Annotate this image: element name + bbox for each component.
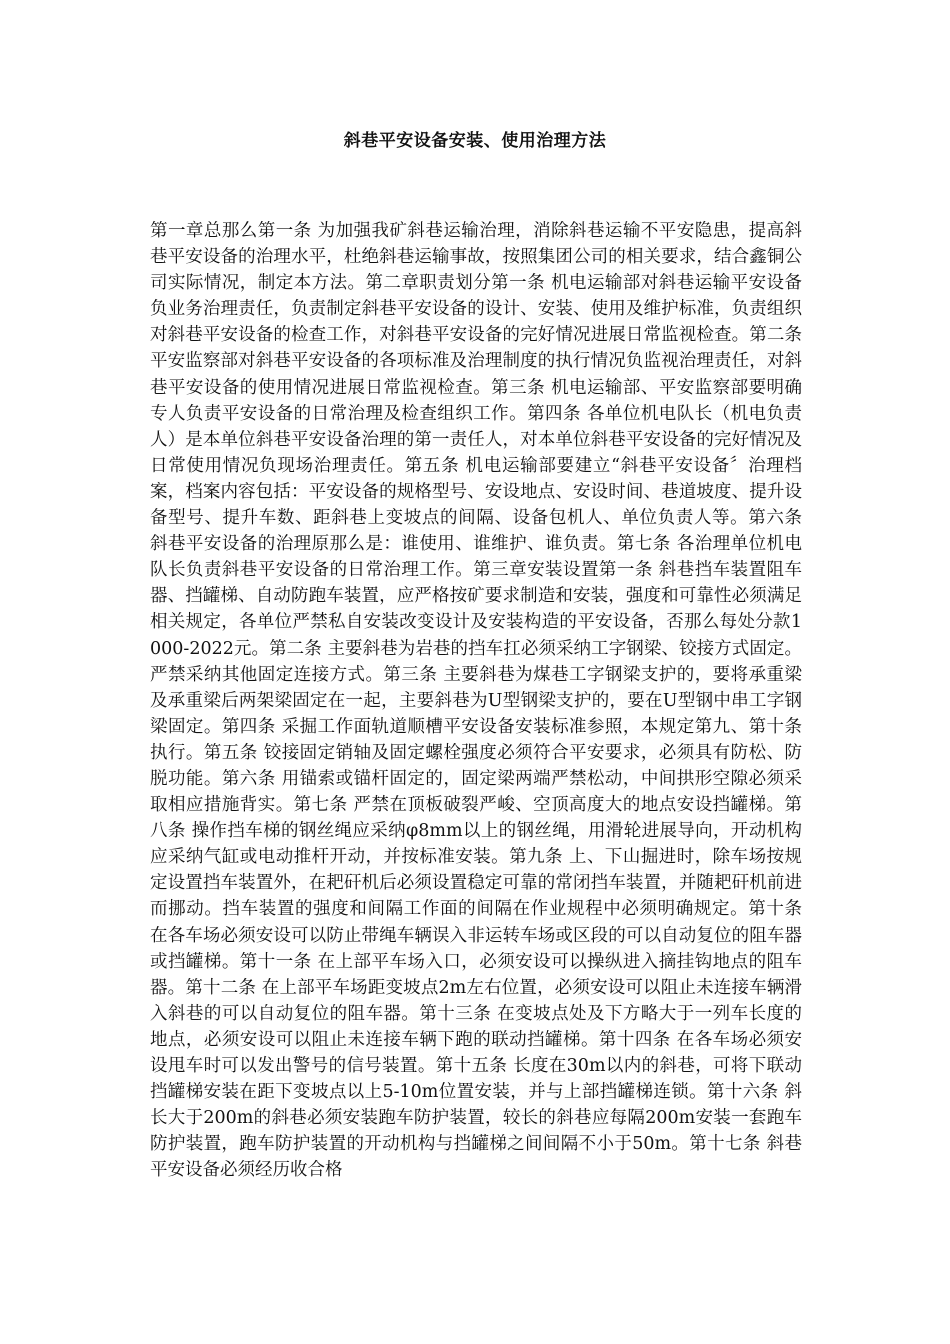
document-title: 斜巷平安设备安装、使用治理方法: [343, 131, 607, 151]
document-body-text: 第一章总那么第一条 为加强我矿斜巷运输治理，消除斜巷运输不平安隐患，提高斜巷平安设备的治理水平，杜绝斜巷运输事故，按照集团公司的相关要求，结合鑫铜公司实际情况，制定本方法。第二章职责划分第一条 机电运输部对斜巷运输平安设备负业务治理责任，负责制定斜巷平安设备的设计、安装、使用及维护标准，负责组织对斜巷平安设备的检查工作，对斜巷平安设备的完好情况进展日常监视检查。第二条 平安监察部对斜巷平安设备的各项标准及治理制度的执行情况负监视治理责任，对斜巷平安设备的使用情况进展日常监视检查。第三条 机电运输部、平安监察部要明确专人负责平安设备的日常治理及检查组织工作。第四条 各单位机电队长（机电负责人）是本单位斜巷平安设备治理的第一责任人，对本单位斜巷平安设备的完好情况及日常使用情况负现场治理责任。第五条 机电运输部要建立“斜巷平安设备〞治理档案，档案内容包括：平安设备的规格型号、安设地点、安设时间、巷道坡度、提升设备型号、提升车数、距斜巷上变坡点的间隔、设备包机人、单位负责人等。第六条 斜巷平安设备的治理原那么是：谁使用、谁维护、谁负责。第七条 各治理单位机电队长负责斜巷平安设备的日常治理工作。第三章安装设置第一条 斜巷挡车装置阻车器、挡罐梯、自动防跑车装置，应严格按矿要求制造和安装，强度和可靠性必须满足相关规定，各单位严禁私自安装改变设计及安装构造的平安设备，否那么每处分款1000-2022元。第二条 主要斜巷为岩巷的挡车扛必须采纳工字钢梁、铰接方式固定。严禁采纳其他固定连接方式。第三条 主要斜巷为煤巷工字钢梁支护的，要将承重梁及承重梁后两架梁固定在一起，主要斜巷为U型钢梁支护的，要在U型钢中串工字钢梁固定。第四条 采掘工作面轨道顺槽平安设备安装标准参照，本规定第九、第十条执行。第五条 铰接固定销轴及固定螺栓强度必须符合平安要求，必须具有防松、防脱功能。第六条 用锚索或锚杆固定的，固定梁两端严禁松动，中间拱形空隙必须采取相应措施背实。第七条 严禁在顶板破裂严峻、空顶高度大的地点安设挡罐梯。第八条 操作挡车梯的钢丝绳应采纳φ8mm以上的钢丝绳，用滑轮进展导向，开动机构应采纳气缸或电动推杆开动，并按标准安装。第九条 上、下山掘进时，除车场按规定设置挡车装置外，在耙矸机后必须设置稳定可靠的常闭挡车装置，并随耙矸机前进而挪动。挡车装置的强度和间隔工作面的间隔在作业规程中必须明确规定。第十条 在各车场必须安设可以防止带绳车辆误入非运转车场或区段的可以自动复位的阻车器或挡罐梯。第十一条 在上部平车场入口，必须安设可以操纵进入摘挂钩地点的阻车器。第十二条 在上部平车场距变坡点2m左右位置，必须安设可以阻止未连接车辆滑入斜巷的可以自动复位的阻车器。第十三条 在变坡点处及下方略大于一列车长度的地点，必须安设可以阻止未连接车辆下跑的联动挡罐梯。第十四条 在各车场必须安设甩车时可以发出警号的信号装置。第十五条 长度在30m以内的斜巷，可将下联动挡罐梯安装在距下变坡点以上5-10m位置安装，并与上部挡罐梯连锁。第十六条 斜长大于200m的斜巷必须安装跑车防护装置，较长的斜巷应每隔200m安装一套跑车防护装置，跑车防护装置的开动机构与挡罐梯之间间隔不小于50m。第十七条 斜巷平安设备必须经历收合格: [150, 221, 802, 1181]
